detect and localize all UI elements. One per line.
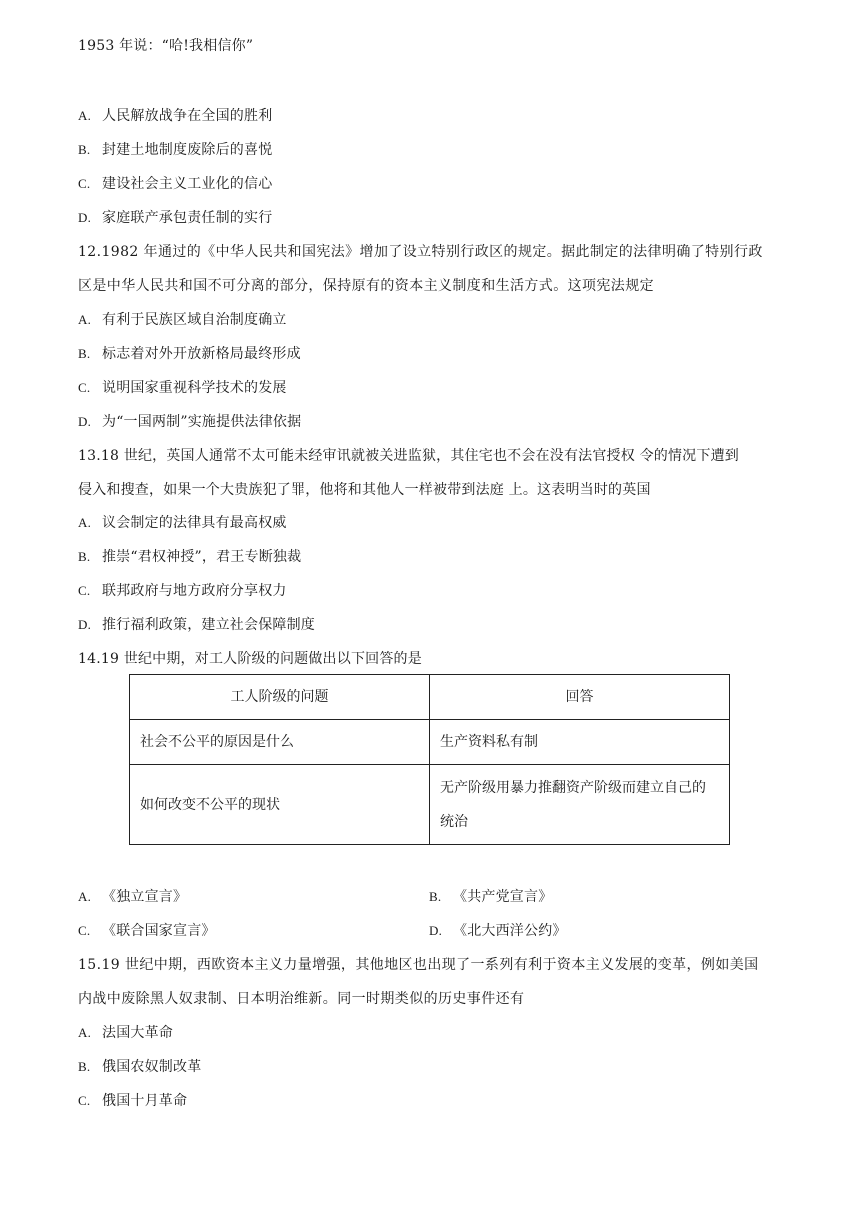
question-number: 15. bbox=[78, 957, 102, 973]
option-text: 俄国农奴制改革 bbox=[102, 1059, 202, 1075]
q13-option-d bbox=[78, 615, 315, 635]
table-header-cell: 回答 bbox=[430, 675, 730, 720]
q12-stem-text: 1982 年通过的《中华人民共和国宪法》增加了设立特别行政区的规定。据此制定的法律明确了特别行政 bbox=[101, 244, 763, 260]
option-label: D. bbox=[429, 923, 443, 938]
q12-stem-line2: 区是中华人民共和国不可分离的部分，保持原有的资本主义制度和生活方式。这项宪法规定 bbox=[78, 278, 654, 294]
option-label: A. bbox=[78, 312, 92, 327]
table-cell: 社会不公平的原因是什么 bbox=[130, 720, 430, 765]
option-label: A. bbox=[78, 1025, 92, 1040]
q11-stem-continuation: 1953 年说：“哈!我相信你” bbox=[78, 38, 254, 54]
option-label: B. bbox=[78, 1059, 91, 1074]
q14-option-d bbox=[429, 921, 567, 941]
q14-stem bbox=[78, 649, 422, 669]
q15-option-c bbox=[78, 1091, 187, 1111]
option-label: B. bbox=[78, 346, 91, 361]
table-cell: 如何改变不公平的现状 bbox=[130, 765, 430, 845]
table-header-row bbox=[130, 675, 730, 720]
option-text: 标志着对外开放新格局最终形成 bbox=[102, 346, 301, 362]
q14-stem-text: 19 世纪中期，对工人阶级的问题做出以下回答的是 bbox=[100, 651, 422, 667]
q13-option-c bbox=[78, 581, 287, 601]
option-text: 说明国家重视科学技术的发展 bbox=[102, 380, 287, 396]
option-text: 议会制定的法律具有最高权威 bbox=[102, 515, 287, 531]
option-text: 建设社会主义工业化的信心 bbox=[102, 176, 273, 192]
q14-option-c bbox=[78, 921, 216, 941]
option-label: B. bbox=[78, 549, 91, 564]
option-label: C. bbox=[78, 583, 91, 598]
option-text: 《独立宣言》 bbox=[102, 889, 188, 905]
q12-stem-line1 bbox=[78, 242, 786, 262]
option-text: 法国大革命 bbox=[102, 1025, 173, 1041]
q13-option-a bbox=[78, 513, 287, 533]
question-number: 13. bbox=[78, 448, 101, 464]
option-text: 推行福利政策，建立社会保障制度 bbox=[102, 617, 315, 633]
option-text: 有利于民族区域自治制度确立 bbox=[102, 312, 287, 328]
q14-option-b bbox=[429, 887, 552, 907]
q15-stem-line1 bbox=[78, 955, 786, 975]
option-label: C. bbox=[78, 380, 91, 395]
option-text: 俄国十月革命 bbox=[102, 1093, 188, 1109]
option-label: C. bbox=[78, 923, 91, 938]
option-label: C. bbox=[78, 1093, 91, 1108]
q13-stem-text: 18 世纪，英国人通常不太可能未经审讯就被关进监狱，其住宅也不会在没有法官授权 令的情况下遭到 bbox=[100, 448, 739, 464]
q13-stem-line1 bbox=[78, 446, 786, 466]
option-text: 《共产党宣言》 bbox=[453, 889, 553, 905]
q11-option-c bbox=[78, 174, 272, 194]
table-row bbox=[130, 765, 730, 845]
option-text: 《北大西洋公约》 bbox=[453, 923, 567, 939]
option-label: A. bbox=[78, 515, 92, 530]
table-row bbox=[130, 720, 730, 765]
q12-option-b bbox=[78, 344, 301, 364]
option-text: 封建土地制度废除后的喜悦 bbox=[102, 142, 273, 158]
q13-option-b bbox=[78, 547, 301, 567]
option-label: C. bbox=[78, 176, 91, 191]
option-label: A. bbox=[78, 108, 92, 123]
option-label: D. bbox=[78, 414, 92, 429]
q13-stem-line2: 侵入和搜查，如果一个大贵族犯了罪，他将和其他人一样被带到法庭 上。这表明当时的英国 bbox=[78, 482, 651, 498]
q15-option-a bbox=[78, 1023, 173, 1043]
q11-option-d bbox=[78, 208, 272, 228]
q15-stem-line2: 内战中废除黑人奴隶制、日本明治维新。同一时期类似的历史事件还有 bbox=[78, 991, 525, 1007]
q12-option-d bbox=[78, 412, 301, 432]
table-cell: 生产资料私有制 bbox=[430, 720, 730, 765]
q11-option-a bbox=[78, 106, 272, 126]
option-text: 人民解放战争在全国的胜利 bbox=[102, 108, 273, 124]
question-number: 12. bbox=[78, 244, 102, 260]
option-label: A. bbox=[78, 889, 92, 904]
option-text: 家庭联产承包责任制的实行 bbox=[102, 210, 273, 226]
q15-option-b bbox=[78, 1057, 201, 1077]
option-label: B. bbox=[78, 142, 91, 157]
option-text: 推崇“君权神授”，君王专断独裁 bbox=[102, 549, 302, 565]
table-cell: 无产阶级用暴力推翻资产阶级而建立自己的统治 bbox=[430, 765, 730, 845]
option-text: 《联合国家宣言》 bbox=[102, 923, 216, 939]
q14-option-a bbox=[78, 887, 187, 907]
option-text: 联邦政府与地方政府分享权力 bbox=[102, 583, 287, 599]
q15-stem-text: 19 世纪中期，西欧资本主义力量增强，其他地区也出现了一系列有利于资本主义发展的变革，例如美国 bbox=[101, 957, 759, 973]
q12-option-a bbox=[78, 310, 287, 330]
q12-option-c bbox=[78, 378, 287, 398]
q11-option-b bbox=[78, 140, 272, 160]
option-label: B. bbox=[429, 889, 442, 904]
option-text: 为“一国两制”实施提供法律依据 bbox=[102, 414, 302, 430]
question-number: 14. bbox=[78, 651, 101, 667]
q14-table bbox=[129, 674, 730, 845]
table-header-cell: 工人阶级的问题 bbox=[130, 675, 430, 720]
option-label: D. bbox=[78, 617, 92, 632]
option-label: D. bbox=[78, 210, 92, 225]
